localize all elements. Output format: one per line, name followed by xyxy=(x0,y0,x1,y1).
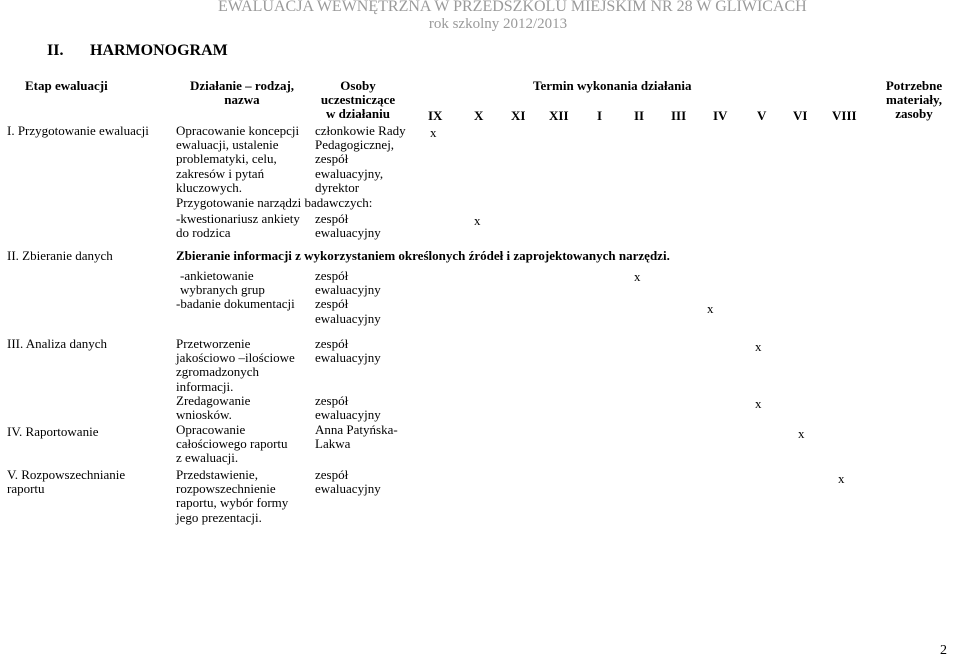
stage-heading: Zbieranie informacji z wykorzystaniem określonych źródeł i zaprojektowanych narzędzi. xyxy=(176,248,670,263)
month-header: I xyxy=(597,108,603,123)
column-header-action: Działanie – rodzaj, nazwa xyxy=(189,78,295,108)
schedule-mark: x xyxy=(474,213,481,228)
month-header: V xyxy=(757,108,767,123)
column-header-stage: Etap ewaluacji xyxy=(25,78,108,93)
column-header-term: Termin wykonania działania xyxy=(533,78,692,93)
stage-label: IV. Raportowanie xyxy=(7,424,99,439)
people-cell: zespół ewaluacyjny xyxy=(315,336,381,366)
month-header: III xyxy=(671,108,687,123)
stage-label: III. Analiza danych xyxy=(7,336,107,351)
month-header: X xyxy=(474,108,484,123)
month-header: IV xyxy=(713,108,728,123)
people-cell: zespół ewaluacyjny xyxy=(315,393,381,423)
document-header-subtitle: rok szkolny 2012/2013 xyxy=(428,16,568,32)
section-number: II. xyxy=(47,42,64,59)
column-header-materials: Potrzebne materiały, zasoby xyxy=(885,78,943,122)
action-cell: Przetworzenie jakościowo –ilościowe zgromadzonych informacji. Zredagowanie wniosków. xyxy=(176,336,295,423)
stage-label: II. Zbieranie danych xyxy=(7,248,113,263)
tools-heading: Przygotowanie narządzi badawczych: xyxy=(176,195,373,210)
people-cell: członkowie Rady Pedagogicznej, zespół ewaluacyjny, dyrektor xyxy=(315,123,406,195)
action-cell: Opracowanie koncepcji ewaluacji, ustalenie problematyki, celu, zakresów i pytań kluczowych. xyxy=(176,123,300,195)
people-cell: zespół ewaluacyjny xyxy=(315,467,381,497)
people-cell: Anna Patyńska- Lakwa xyxy=(315,422,398,452)
month-header: VI xyxy=(793,108,808,123)
people-cell: zespół ewaluacyjny xyxy=(315,211,381,241)
schedule-mark: x xyxy=(634,269,641,284)
month-header: XI xyxy=(511,108,526,123)
stage-label: V. Rozpowszechnianie raportu xyxy=(7,467,126,497)
schedule-mark: x xyxy=(755,339,762,354)
schedule-mark: x xyxy=(707,301,714,316)
action-cell: Opracowanie całościowego raportu z ewaluacji. xyxy=(176,422,288,466)
schedule-mark: x xyxy=(430,125,437,140)
action-cell: -kwestionariusz ankiety do rodzica xyxy=(176,211,300,241)
schedule-mark: x xyxy=(755,396,762,411)
stage-label: I. Przygotowanie ewaluacji xyxy=(7,123,149,138)
column-header-people: Osoby uczestniczące w działaniu xyxy=(320,78,396,122)
action-cell: Przedstawienie, rozpowszechnienie raportu, wybór formy jego prezentacji. xyxy=(176,467,289,525)
section-title: HARMONOGRAM xyxy=(90,42,228,59)
page-number: 2 xyxy=(940,643,947,658)
schedule-mark: x xyxy=(798,426,805,441)
document-header-title: EWALUACJA WEWNĘTRZNA W PRZEDSZKOLU MIEJSKIM NR 28 W GLIWICACH xyxy=(218,0,807,15)
people-cell: zespół ewaluacyjny zespół ewaluacyjny xyxy=(315,268,381,326)
schedule-mark: x xyxy=(838,471,845,486)
month-header: VIII xyxy=(832,108,857,123)
month-header: IX xyxy=(428,108,443,123)
month-header: XII xyxy=(549,108,569,123)
action-cell: -ankietowanie wybranych grup -badanie dokumentacji xyxy=(176,268,295,312)
month-header: II xyxy=(634,108,645,123)
